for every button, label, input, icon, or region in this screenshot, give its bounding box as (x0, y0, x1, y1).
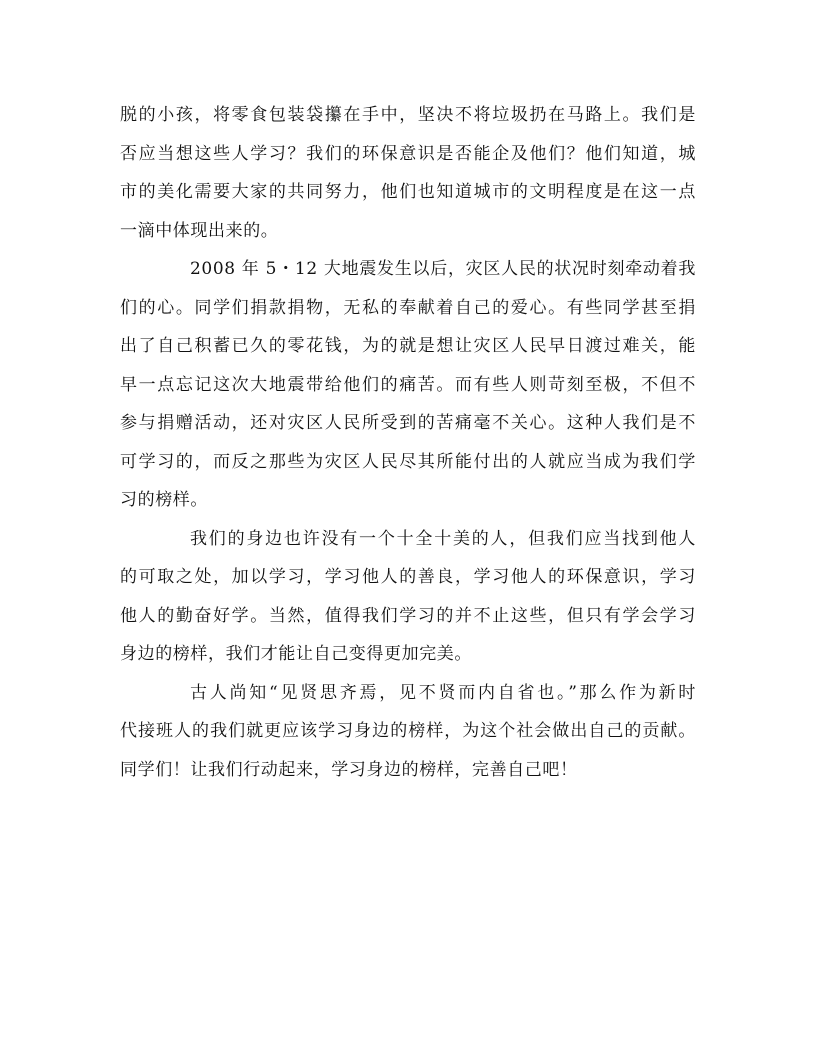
paragraph-4 (120, 674, 696, 790)
text-line: 2008 年 5・12 大地震发生以后，灾区人民的状况时刻牵动着我 (190, 259, 696, 279)
text-line: 参与捐赠活动，还对灾区人民所受到的苦痛毫不关心。这种人我们是不 (120, 413, 696, 433)
text-line: 身边的榜样，我们才能让自己变得更加完美。 (120, 644, 472, 664)
text-line: 市的美化需要大家的共同努力，他们也知道城市的文明程度是在这一点 (120, 182, 696, 202)
text-line: 的可取之处，加以学习，学习他人的善良，学习他人的环保意识，学习 (120, 567, 696, 587)
text-line: 们的心。同学们捐款捐物，无私的奉献着自己的爱心。有些同学甚至捐 (120, 297, 696, 318)
text-line: 我们的身边也许没有一个十全十美的人，但我们应当找到他人 (190, 528, 696, 549)
paragraph-1 (120, 96, 696, 250)
text-line: 早一点忘记这次大地震带给他们的痛苦。而有些人则苛刻至极，不但不 (120, 374, 696, 395)
text-line: 一滴中体现出来的。 (120, 220, 279, 241)
text-line: 代接班人的我们就更应该学习身边的榜样，为这个社会做出自己的贡献。 (120, 721, 696, 741)
text-line: 他人的勤奋好学。当然，值得我们学习的并不止这些，但只有学会学习 (120, 605, 696, 626)
text-line: 可学习的，而反之那些为灾区人民尽其所能付出的人就应当成为我们学 (120, 451, 696, 472)
document-body (120, 96, 696, 789)
text-line: 出了自己积蓄已久的零花钱，为的就是想让灾区人民早日渡过难关，能 (120, 336, 696, 356)
text-line: 古人尚知“见贤思齐焉，见不贤而内自省也。”那么作为新时 (190, 682, 696, 703)
text-line: 同学们！让我们行动起来，学习身边的榜样，完善自己吧！ (120, 759, 578, 780)
paragraph-2 (120, 250, 696, 520)
text-line: 习的榜样。 (120, 490, 208, 510)
text-line: 脱的小孩，将零食包装袋攥在手中，坚决不将垃圾扔在马路上。我们是 (120, 105, 696, 125)
text-line: 否应当想这些人学习？我们的环保意识是否能企及他们？他们知道，城 (120, 143, 696, 164)
paragraph-3 (120, 520, 696, 674)
